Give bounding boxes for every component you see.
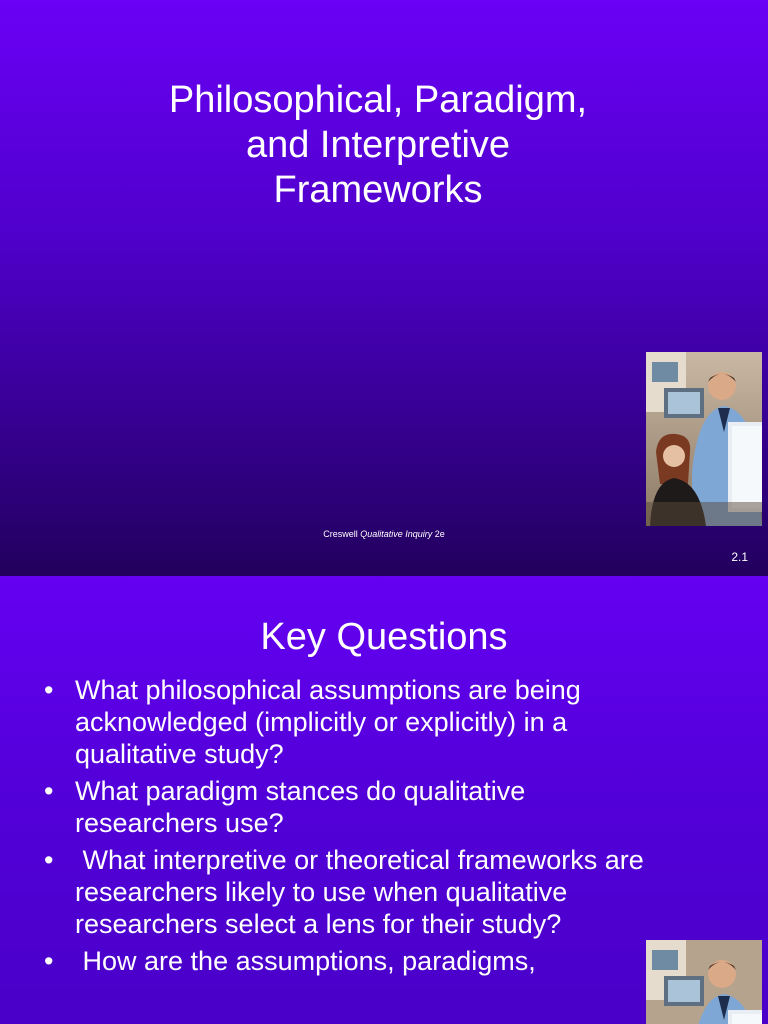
slide-title bbox=[60, 78, 696, 213]
slide-title: Key Questions bbox=[260, 616, 508, 658]
bullet-text: What paradigm stances do qualitative researchers use? bbox=[75, 776, 526, 838]
bullet-item bbox=[44, 945, 644, 977]
slide-footer bbox=[0, 529, 768, 539]
bullet-text: How are the assumptions, paradigms, bbox=[75, 946, 536, 976]
bullet-text: What philosophical assumptions are being acknowledged (implicitly or explicitly) in a qualitative study? bbox=[75, 675, 581, 769]
bullet-icon: • bbox=[44, 946, 54, 976]
bullet-text: What interpretive or theoretical frameworks are researchers likely to use when qualitative researchers select a lens for their study? bbox=[75, 845, 652, 939]
footer-author: Creswell bbox=[323, 529, 361, 539]
bullet-item bbox=[44, 775, 644, 839]
office-photo-icon bbox=[646, 352, 762, 526]
bullet-item bbox=[44, 674, 644, 770]
slide-number: 2.1 bbox=[731, 550, 748, 564]
footer-book-title: Qualitative Inquiry bbox=[360, 529, 433, 539]
title-line-2: and Interpretive bbox=[245, 124, 511, 166]
slide-2 bbox=[0, 576, 768, 1024]
bullet-icon: • bbox=[44, 675, 54, 705]
title-line-1: Philosophical, Paradigm, bbox=[168, 79, 588, 121]
title-line-3: Frameworks bbox=[273, 169, 483, 211]
office-photo-icon bbox=[646, 940, 762, 1024]
bullet-icon: • bbox=[44, 845, 54, 875]
bullet-list bbox=[44, 674, 652, 982]
office-photo bbox=[646, 352, 762, 526]
bullet-item bbox=[44, 844, 652, 940]
office-photo bbox=[646, 940, 762, 1024]
footer-edition: 2e bbox=[432, 529, 445, 539]
bullet-icon: • bbox=[44, 776, 54, 806]
